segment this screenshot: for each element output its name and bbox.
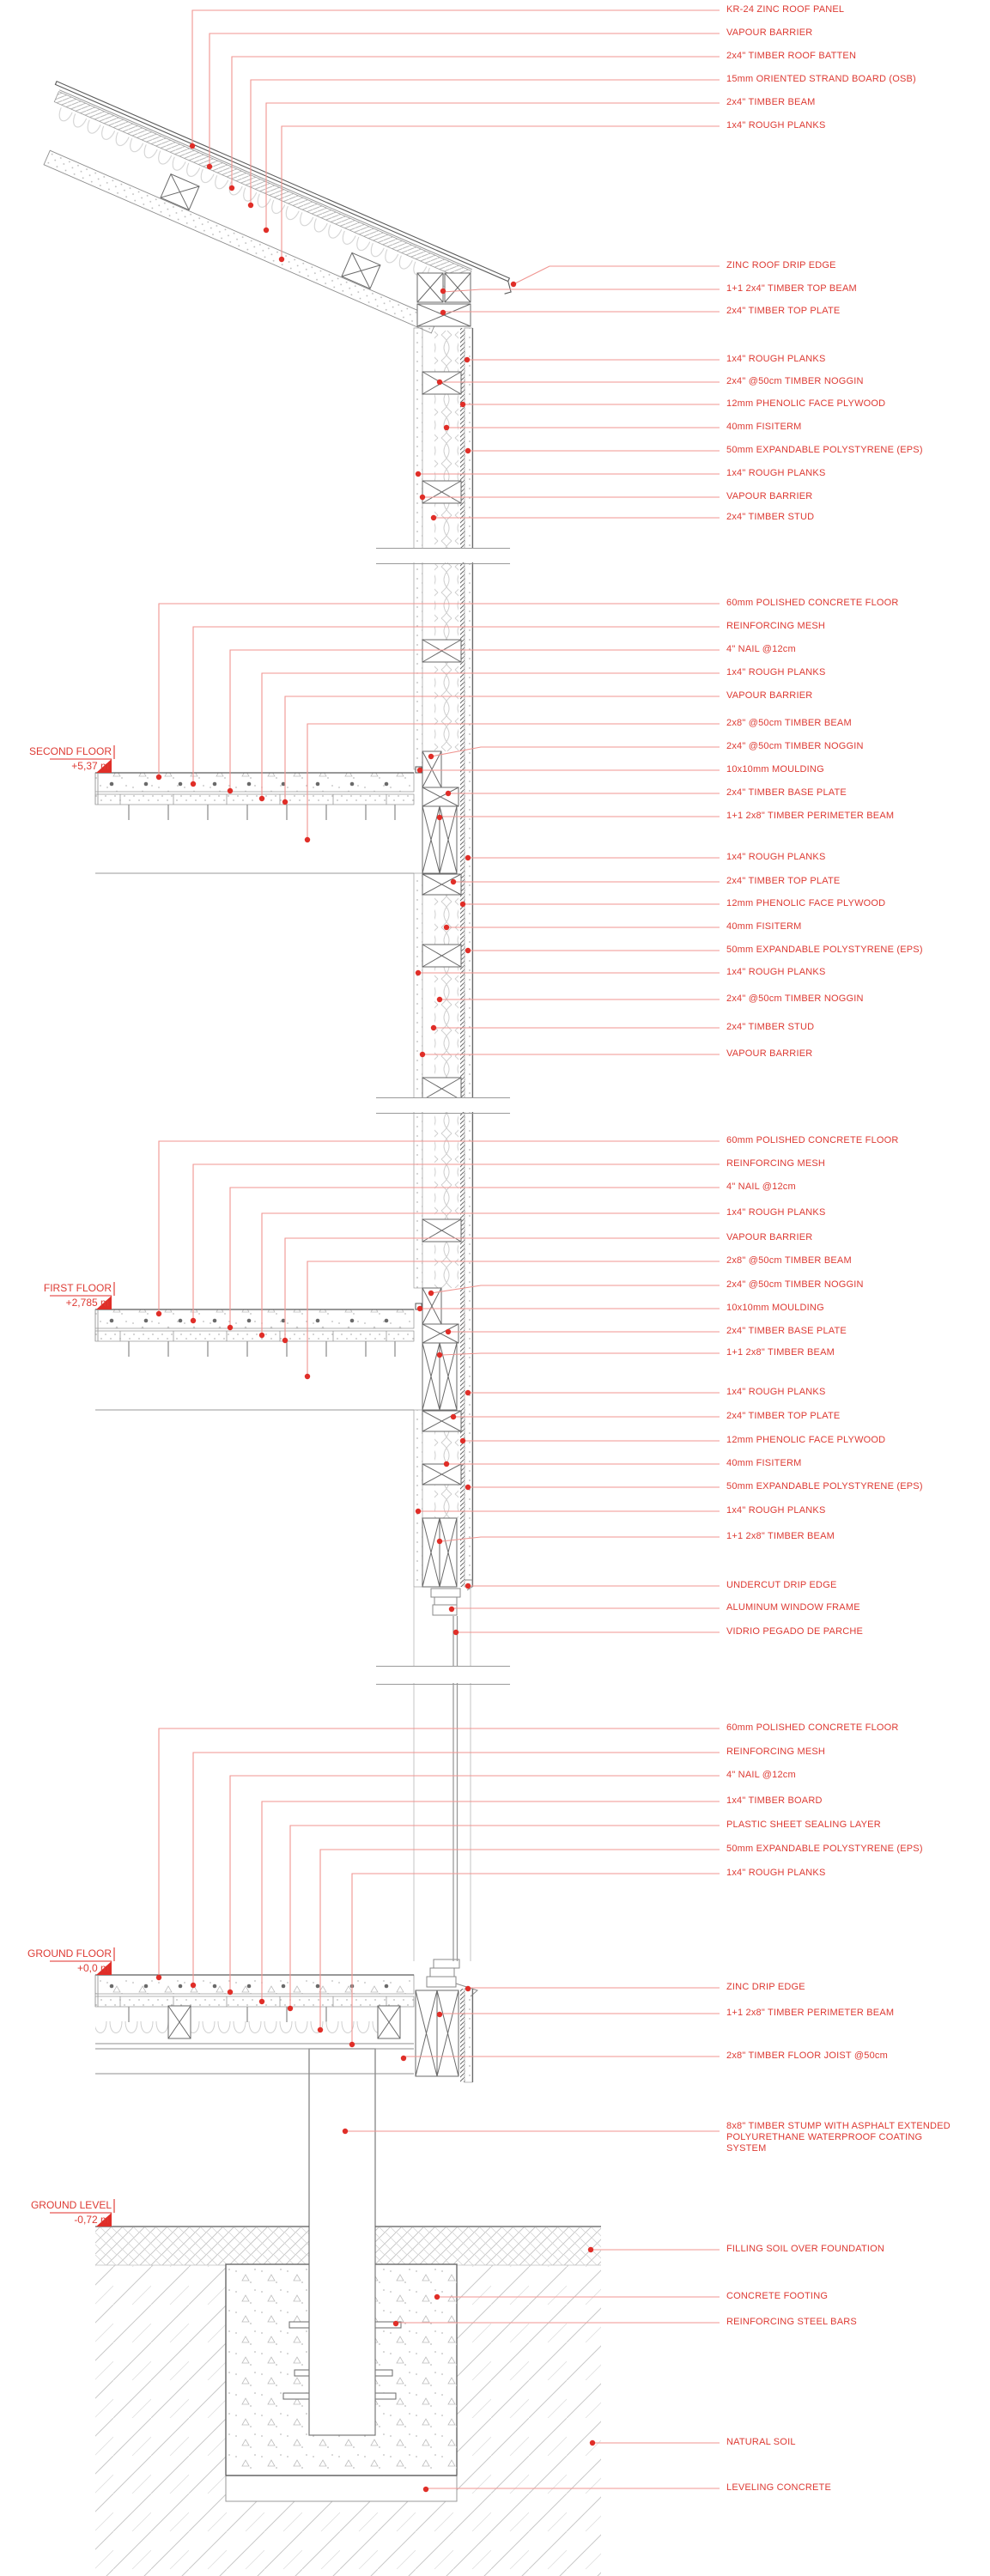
annotation-label: 10x10mm MOULDING bbox=[726, 764, 824, 775]
interior-rough-planks bbox=[414, 1410, 422, 1587]
annotation-label: 1x4" TIMBER BOARD bbox=[726, 1795, 823, 1806]
annotation-label: 1x4" ROUGH PLANKS bbox=[726, 852, 826, 862]
level-value-ground-floor: +0,0 m bbox=[76, 1962, 109, 1974]
leveling-concrete bbox=[226, 2476, 457, 2501]
level-value-second-floor: +5,37 m bbox=[71, 760, 109, 772]
roof-vapour-loops bbox=[53, 105, 466, 299]
annotation-label: NATURAL SOIL bbox=[726, 2437, 796, 2447]
annotation-label: VAPOUR BARRIER bbox=[726, 27, 813, 38]
wall-assembly bbox=[414, 273, 473, 1587]
annotation-label: VAPOUR BARRIER bbox=[726, 1048, 813, 1059]
annotation-label: 2x4" TIMBER ROOF BATTEN bbox=[726, 51, 857, 61]
first-floor-slab bbox=[95, 1309, 414, 1410]
level-label-ground-floor: GROUND FLOOR bbox=[27, 1947, 112, 1959]
annotation-label: 40mm FISITERM bbox=[726, 422, 802, 432]
annotation-label: 1x4" ROUGH PLANKS bbox=[726, 1868, 826, 1878]
annotation-label: 1x4" ROUGH PLANKS bbox=[726, 1505, 826, 1516]
level-label-ground-level: GROUND LEVEL bbox=[30, 2199, 112, 2211]
annotation-label: 4" NAIL @12cm bbox=[726, 644, 796, 654]
level-value-first-floor: +2,785 m bbox=[65, 1297, 109, 1309]
annotation-label: 1+1 2x8" TIMBER BEAM bbox=[726, 1531, 835, 1541]
annotation-label: 2x4" TIMBER BASE PLATE bbox=[726, 787, 847, 798]
annotation-label: ZINC ROOF DRIP EDGE bbox=[726, 260, 836, 270]
annotation-label: 2x4" @50cm TIMBER NOGGIN bbox=[726, 376, 864, 386]
floor-beam-end bbox=[422, 751, 459, 806]
annotation-label: 1x4" ROUGH PLANKS bbox=[726, 120, 826, 131]
annotation-label: VIDRIO PEGADO DE PARCHE bbox=[726, 1626, 864, 1637]
annotation-label: 50mm EXPANDABLE POLYSTYRENE (EPS) bbox=[726, 945, 923, 955]
timber-top-plate bbox=[422, 874, 461, 895]
timber-top-plate bbox=[422, 1411, 461, 1431]
level-label-second-floor: SECOND FLOOR bbox=[28, 745, 112, 757]
window bbox=[414, 1580, 472, 1961]
annotation-label: 60mm POLISHED CONCRETE FLOOR bbox=[726, 1722, 899, 1733]
annotation-label: 1+1 2x8" TIMBER PERIMETER BEAM bbox=[726, 811, 895, 821]
annotation-label: 1x4" ROUGH PLANKS bbox=[726, 967, 826, 977]
ground-floor-slab bbox=[95, 1959, 477, 2082]
second-floor-slab bbox=[95, 773, 414, 873]
annotation-label: 12mm PHENOLIC FACE PLYWOOD bbox=[726, 1435, 886, 1445]
ground-perimeter-beam bbox=[416, 1990, 459, 2076]
interior-rough-planks bbox=[414, 873, 422, 1288]
annotation-label: ZINC DRIP EDGE bbox=[726, 1982, 805, 1992]
annotation-label: LEVELING CONCRETE bbox=[726, 2482, 831, 2493]
window-head-beam bbox=[422, 1518, 457, 1587]
timber-stump bbox=[309, 2049, 375, 2435]
annotation-label: 12mm PHENOLIC FACE PLYWOOD bbox=[726, 398, 886, 409]
level-value-ground-level: -0,72 m bbox=[74, 2214, 109, 2226]
annotation-label: FILLING SOIL OVER FOUNDATION bbox=[726, 2244, 885, 2254]
annotation-label: 4" NAIL @12cm bbox=[726, 1770, 796, 1780]
annotation-label: VAPOUR BARRIER bbox=[726, 690, 813, 701]
annotation-label: 2x8" @50cm TIMBER BEAM bbox=[726, 1255, 852, 1266]
annotation-label: REINFORCING MESH bbox=[726, 621, 826, 631]
annotation-label: 15mm ORIENTED STRAND BOARD (OSB) bbox=[726, 74, 916, 84]
annotation-label: 1x4" ROUGH PLANKS bbox=[726, 354, 826, 364]
annotation-label: 2x4" @50cm TIMBER NOGGIN bbox=[726, 741, 864, 751]
annotation-label: 50mm EXPANDABLE POLYSTYRENE (EPS) bbox=[726, 445, 923, 455]
annotation-label: 10x10mm MOULDING bbox=[726, 1303, 824, 1313]
annotation-label: 1x4" ROUGH PLANKS bbox=[726, 468, 826, 478]
eps-exterior-layer bbox=[465, 328, 472, 1587]
annotation-label: 50mm EXPANDABLE POLYSTYRENE (EPS) bbox=[726, 1481, 923, 1492]
annotation-label: 2x4" @50cm TIMBER NOGGIN bbox=[726, 993, 864, 1004]
annotation-label: REINFORCING MESH bbox=[726, 1747, 826, 1757]
annotation-label: 2x4" TIMBER BASE PLATE bbox=[726, 1326, 847, 1336]
annotation-label: 2x4" TIMBER BEAM bbox=[726, 97, 816, 107]
annotation-label: 2x4" TIMBER STUD bbox=[726, 1022, 815, 1032]
floor-beam-end bbox=[422, 1288, 459, 1343]
annotation-label: 40mm FISITERM bbox=[726, 1458, 802, 1468]
annotation-label: 1+1 2x8" TIMBER PERIMETER BEAM bbox=[726, 2008, 895, 2018]
annotation-label: 2x4" TIMBER STUD bbox=[726, 512, 815, 522]
annotation-label: 8x8" TIMBER STUMP WITH ASPHALT EXTENDED POLYURETHANE WATERPROOF COATING SYSTEM bbox=[726, 2121, 951, 2154]
annotation-label: 50mm EXPANDABLE POLYSTYRENE (EPS) bbox=[726, 1844, 923, 1854]
level-label-first-floor: FIRST FLOOR bbox=[43, 1282, 112, 1294]
annotation-label: 1+1 2x8" TIMBER BEAM bbox=[726, 1347, 835, 1358]
annotation-label: KR-24 ZINC ROOF PANEL bbox=[726, 4, 845, 15]
annotation-label: 1x4" ROUGH PLANKS bbox=[726, 1207, 826, 1218]
annotation-label: 1+1 2x4" TIMBER TOP BEAM bbox=[726, 283, 857, 294]
annotation-label: 2x4" @50cm TIMBER NOGGIN bbox=[726, 1279, 864, 1290]
annotation-label: 2x8" @50cm TIMBER BEAM bbox=[726, 718, 852, 728]
annotation-label: 2x8" TIMBER FLOOR JOIST @50cm bbox=[726, 2050, 888, 2061]
annotation-label: 2x4" TIMBER TOP PLATE bbox=[726, 1411, 841, 1421]
annotation-label: CONCRETE FOOTING bbox=[726, 2291, 829, 2301]
annotation-label: 4" NAIL @12cm bbox=[726, 1182, 796, 1192]
annotation-label: REINFORCING MESH bbox=[726, 1158, 826, 1169]
annotation-label: REINFORCING STEEL BARS bbox=[726, 2317, 857, 2327]
annotation-label: UNDERCUT DRIP EDGE bbox=[726, 1580, 837, 1590]
annotation-label: 60mm POLISHED CONCRETE FLOOR bbox=[726, 598, 899, 608]
annotation-label: 2x4" TIMBER TOP PLATE bbox=[726, 876, 841, 886]
annotation-label: 60mm POLISHED CONCRETE FLOOR bbox=[726, 1135, 899, 1145]
annotation-label: ALUMINUM WINDOW FRAME bbox=[726, 1602, 860, 1613]
annotation-label: VAPOUR BARRIER bbox=[726, 1232, 813, 1242]
foundation bbox=[95, 2049, 601, 2576]
annotation-label: 1x4" ROUGH PLANKS bbox=[726, 667, 826, 677]
annotation-label: PLASTIC SHEET SEALING LAYER bbox=[726, 1820, 881, 1830]
annotation-label: 1x4" ROUGH PLANKS bbox=[726, 1387, 826, 1397]
annotation-label: 40mm FISITERM bbox=[726, 921, 802, 932]
annotation-label: 12mm PHENOLIC FACE PLYWOOD bbox=[726, 898, 886, 908]
annotation-label: 2x4" TIMBER TOP PLATE bbox=[726, 306, 841, 316]
annotation-label: VAPOUR BARRIER bbox=[726, 491, 813, 501]
